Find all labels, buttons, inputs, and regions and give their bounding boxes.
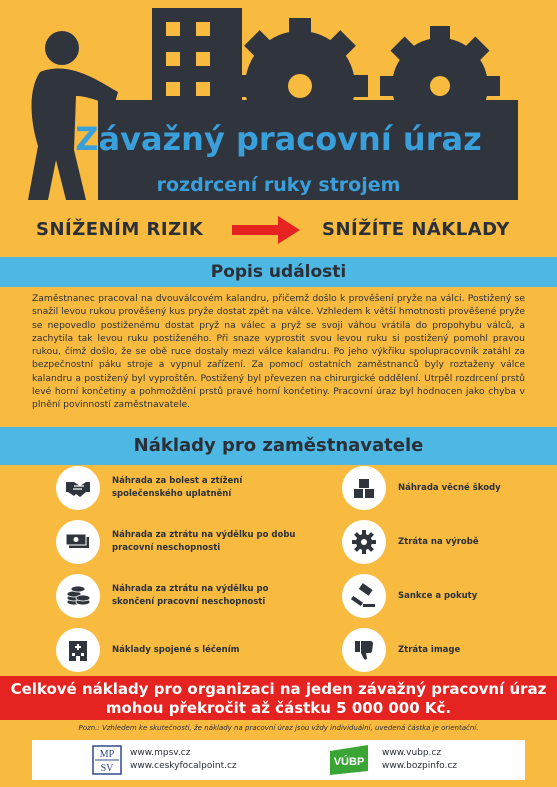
hospital-icon [56,628,100,672]
handshake-icon [56,466,100,510]
gear-icon [342,520,386,564]
page-title: Závažný pracovní úraz [75,120,482,158]
cost-item [56,628,302,672]
cost-label: Sankce a pokuty [398,590,478,601]
total-cost-banner [0,676,557,720]
cost-label: Ztráta image [398,644,461,655]
thumbs-down-icon [342,628,386,672]
slogan-left: SNÍŽENÍM RIZIK [36,219,204,240]
cost-item [56,574,302,618]
cost-item [342,574,518,618]
cost-label: Náhrada za ztrátu na výdělku po skončení pracovní neschopnosti [112,584,269,607]
header-illustration [0,0,557,205]
banknote-icon [56,520,100,564]
cost-item [342,466,518,510]
svg-text:MP: MP [99,749,115,760]
gavel-icon [342,574,386,618]
footnote: Pozn.: Vzhledem ke skutečnosti, že náklady na pracovní úraz jsou vždy individuální, uvedená částka je orientační. [78,724,479,732]
link-bozpinfo[interactable]: www.bozpinfo.cz [382,761,458,771]
event-heading: Popis události [0,257,557,287]
cost-item [342,628,518,672]
boxes-icon [342,466,386,510]
arrow-right-icon [230,214,302,246]
cost-label: Náhrada za ztrátu na výdělku po dobu pracovní neschopnosti [112,530,296,553]
link-vubp[interactable]: www.vubp.cz [382,748,442,758]
footer-link[interactable] [382,747,457,773]
link-ceskyfocalpoint[interactable]: www.ceskyfocalpoint.cz [130,761,237,771]
vubp-logo [328,743,370,777]
svg-text:SV: SV [100,763,114,774]
footer [32,740,525,780]
cost-item [56,520,302,564]
link-mpsv[interactable]: www.mpsv.cz [130,748,191,758]
total-line-1: Celkové náklady pro organizaci na jeden závažný pracovní úraz [10,680,547,698]
costs-heading: Náklady pro zaměstnavatele [0,427,557,465]
cost-label: Náhrada věcné škody [398,482,501,493]
mpsv-logo [92,745,122,775]
page-subtitle: rozdrcení ruky strojem [156,174,401,196]
footer-link[interactable] [130,747,237,773]
cost-label: Náklady spojené s léčením [112,644,240,655]
slogan-right: SNÍŽÍTE NÁKLADY [322,219,510,240]
coins-icon [56,574,100,618]
total-line-2: mohou překročit až částku 5 000 000 Kč. [105,699,452,717]
cost-item [342,520,518,564]
svg-text:VÚBP: VÚBP [333,756,365,768]
cost-label: Ztráta na výrobě [398,536,479,547]
cost-label: Náhrada za bolest a ztížení společenského uplatnění [112,476,243,499]
event-description: Zaměstnanec pracoval na dvouválcovém kalandru, přičemž došlo k prověšení pryže na válci. Postižený se snažil levou rukou prověšený kus pryže dostat zpět na válce. Vzhledem k větší hmotnosti prověšené pryže se nepovedlo postiženému dostat pryž na válec a pryž se svoji váhou vrátila do propohybu válců, a zachytila tak levou ruku postiženého. Při snaze vyprostit svou levou ruku si postižený pomohl pravou rukou, čímž došlo, že se obě ruce dostaly mezi válce kalandru. Po jeho výkřiku spolupracovník zatáhl za bezpečnostní páku stroje a vypnul zařízení. Za pomocí ostatních zaměstnanců byly roztaženy válce kalandru a postižený byl vyproštěn. Postižený byl převezen na chirurgické oddělení. Utrpěl rozdrcení prstů levé horní končetiny a pohmoždění prstů pravé horní končetiny. Pracovní úraz byl hodnocen jako chyba v plnění povinností zaměstnavatele. [32,293,525,411]
cost-item [56,466,302,510]
